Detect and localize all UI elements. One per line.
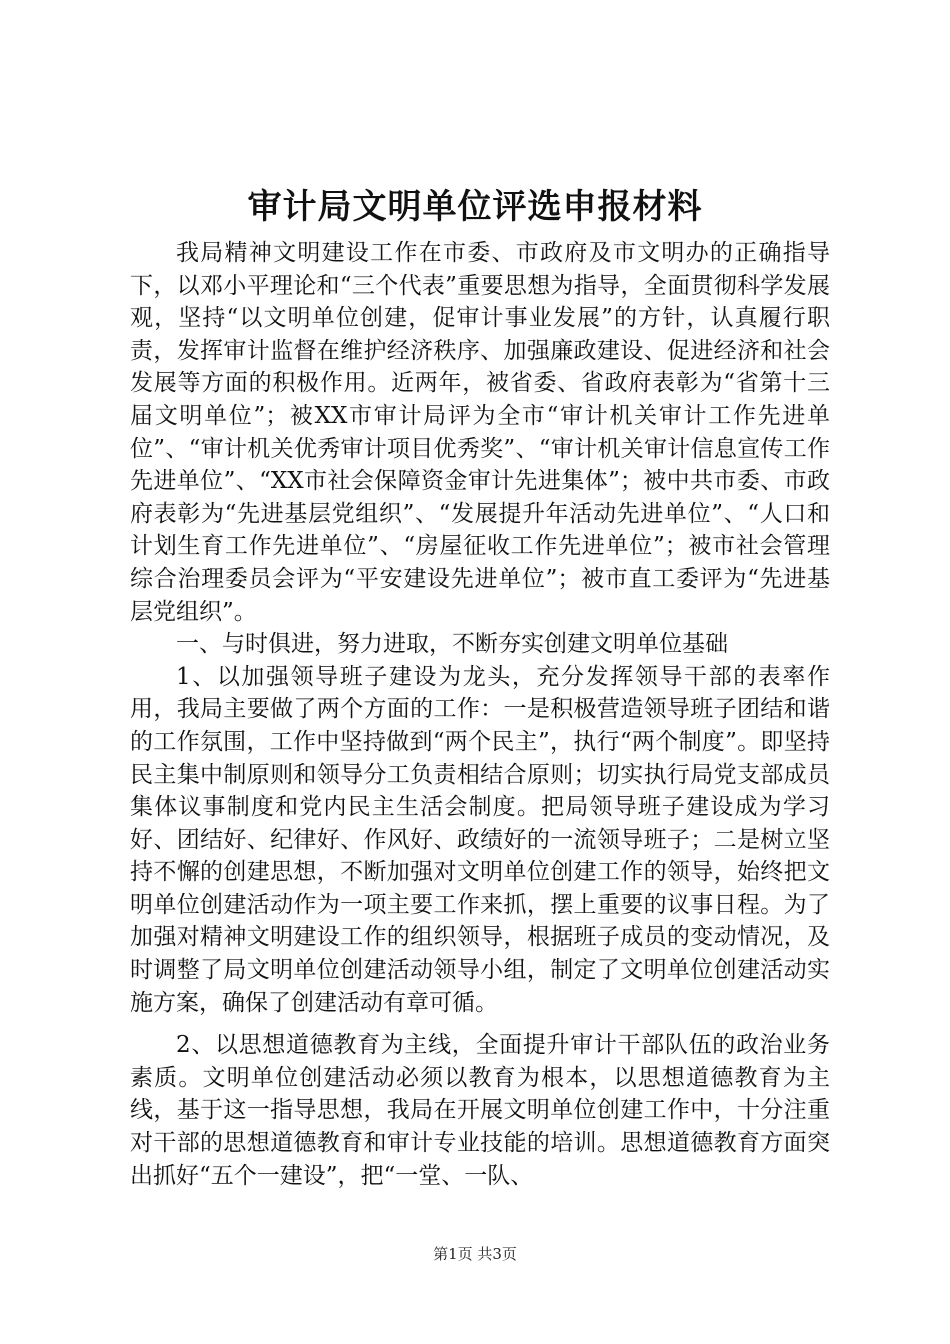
body-paragraph-1: 1、以加强领导班子建设为龙头，充分发挥领导干部的表率作用，我局主要做了两个方面的工作：一是积极营造领导班子团结和谐的工作氛围，工作中坚持做到“两个民主”，执行“两个制度”。即坚持民主集中制原则和领导分工负责相结合原则；切实执行局党支部成员集体议事制度和党内民主生活会制度。把局领导班子建设成为学习好、团结好、纪律好、作风好、政绩好的一流领导班子；二是树立坚持不懈的创建思想，不断加强对文明单位创建工作的领导，始终把文明单位创建活动作为一项主要工作来抓，摆上重要的议事日程。为了加强对精神文明建设工作的组织领导，根据班子成员的变动情况，及时调整了局文明单位创建活动领导小组，制定了文明单位创建活动实施方案，确保了创建活动有章可循。 bbox=[130, 663, 830, 1016]
document-body bbox=[130, 237, 830, 1192]
document-title: 审计局文明单位评选申报材料 bbox=[247, 187, 703, 227]
section-heading-1: 一、与时俱进，努力进取，不断夯实创建文明单位基础 bbox=[176, 631, 728, 658]
body-paragraph-2: 2、以思想道德教育为主线，全面提升审计干部队伍的政治业务素质。文明单位创建活动必须以教育为根本，以思想道德教育为主线，基于这一指导思想，我局在开展文明单位创建工作中，十分注重对干部的思想道德教育和审计专业技能的培训。思想道德教育方面突出抓好“五个一建设”，把“一堂、一队、 bbox=[130, 1032, 830, 1189]
page-footer: 第1页 共3页 bbox=[433, 1245, 517, 1263]
intro-paragraph: 我局精神文明建设工作在市委、市政府及市文明办的正确指导下，以邓小平理论和“三个代表”重要思想为指导，全面贯彻科学发展观，坚持“以文明单位创建，促审计事业发展”的方针，认真履行职责，发挥审计监督在维护经济秩序、加强廉政建设、促进经济和社会发展等方面的积极作用。近两年，被省委、省政府表彰为“省第十三届文明单位”；被XX市审计局评为全市“审计机关审计工作先进单位”、“审计机关优秀审计项目优秀奖”、“审计机关审计信息宣传工作先进单位”、“XX市社会保障资金审计先进集体”；被中共市委、市政府表彰为“先进基层党组织”、“发展提升年活动先进单位”、“人口和计划生育工作先进单位”、“房屋征收工作先进单位”；被市社会管理综合治理委员会评为“平安建设先进单位”；被市直工委评为“先进基层党组织”。 bbox=[130, 240, 830, 625]
